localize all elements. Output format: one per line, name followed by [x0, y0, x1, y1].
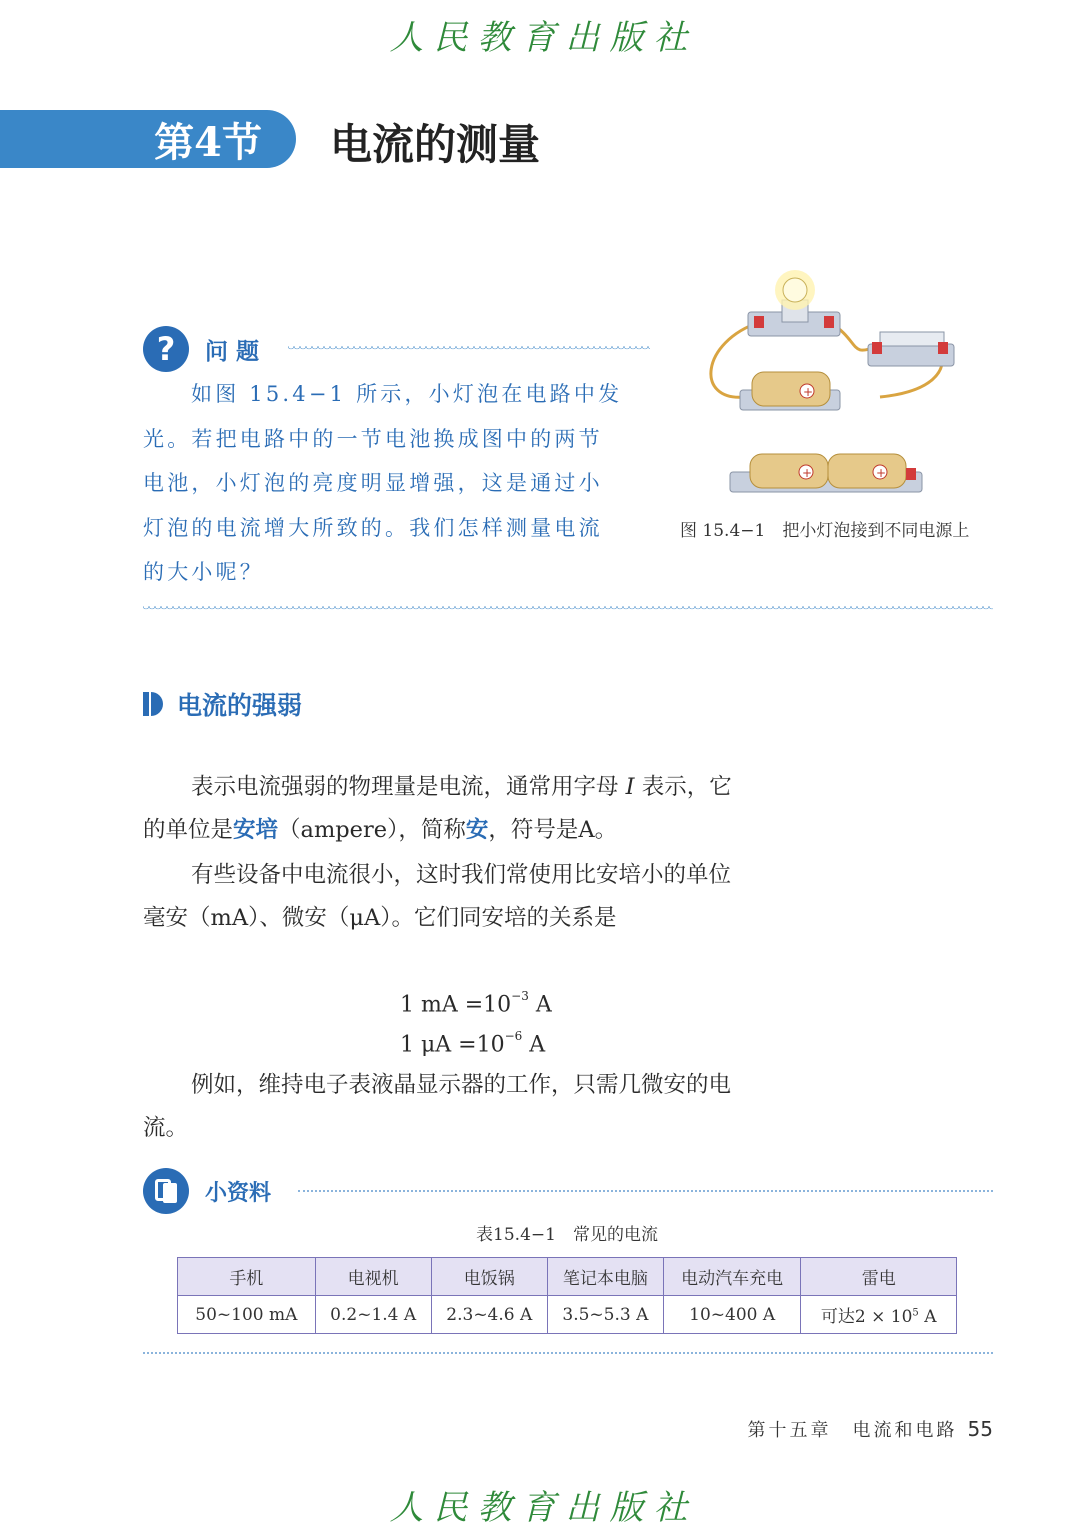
table-header-cell: 雷电 [801, 1258, 957, 1296]
figure-caption: 图 15.4−1 把小灯泡接到不同电源上 [680, 521, 970, 541]
terminal [754, 316, 764, 328]
table-cell: 10~400 A [663, 1296, 800, 1334]
table-caption: 表15.4−1 常见的电流 [476, 1225, 658, 1245]
document-icon [143, 1168, 189, 1214]
formula-text: 1 μA =10 [400, 1032, 505, 1058]
svg-text:+: + [803, 385, 814, 399]
formula-text: 1 mA =10 [400, 992, 512, 1018]
table-cell: 0.2~1.4 A [315, 1296, 431, 1334]
formula-unit: A [522, 1032, 546, 1058]
terminal [906, 468, 916, 480]
table-header-cell: 笔记本电脑 [547, 1258, 663, 1296]
text-span: ，符号是A。 [488, 817, 618, 843]
question-text: 如图 15.4−1 所示，小灯泡在电路中发光。若把电路中的一节电池换成图中的两节电池，小灯泡的亮度明显增强，这是通过小灯泡的电流增大所致的。我们怎样测量电流的大小呢？ [143, 382, 623, 584]
text-span: 表示，它的单位是 [143, 774, 732, 843]
current-table [177, 1257, 957, 1334]
info-box-label: 小资料 [205, 1180, 272, 1206]
table-cell: 2.3~4.6 A [431, 1296, 547, 1334]
svg-text:+: + [876, 466, 887, 480]
paragraph-1 [143, 766, 743, 852]
question-bottom-divider [143, 606, 993, 614]
circuit-figure [700, 262, 990, 502]
table-header-cell: 手机 [178, 1258, 316, 1296]
formula-milliamp [400, 989, 552, 1018]
publisher-header: 人民教育出版社 [389, 18, 698, 58]
svg-text:+: + [802, 466, 813, 480]
section-number-banner: 第4节 [0, 110, 296, 168]
key-term: 安 [465, 817, 489, 843]
formula-exponent: −6 [504, 1029, 523, 1043]
key-term: 安培 [233, 817, 279, 843]
variable-symbol: I [625, 774, 635, 800]
page-number: 55 [967, 1417, 993, 1441]
table-header-cell: 电视机 [315, 1258, 431, 1296]
table-cell: 3.5~5.3 A [547, 1296, 663, 1334]
chapter-label: 第十五章 电流和电路 [747, 1420, 958, 1441]
subsection-title: 电流的强弱 [177, 691, 303, 720]
formula-exponent: −3 [511, 989, 529, 1003]
table-row [178, 1296, 957, 1334]
question-mark-icon: ? [143, 326, 189, 372]
formula-unit: A [528, 992, 552, 1018]
info-box-header [143, 1168, 271, 1214]
light-bulb [783, 278, 807, 302]
battery [752, 372, 830, 406]
battery [828, 454, 906, 488]
question-header [143, 326, 267, 372]
page-title: 电流的测量 [330, 120, 541, 169]
publisher-footer: 人民教育出版社 [389, 1488, 698, 1528]
table-header-cell: 电饭锅 [431, 1258, 547, 1296]
formula-microamp [400, 1029, 546, 1058]
paragraph-2: 有些设备中电流很小，这时我们常使用比安培小的单位毫安（mA）、微安（μA）。它们同安培的关系是 [143, 862, 732, 931]
table-header-cell: 电动汽车充电 [663, 1258, 800, 1296]
battery [750, 454, 828, 488]
cell-exponent: 5 [912, 1307, 919, 1319]
page-footer [748, 1416, 993, 1442]
heading-marker-icon [143, 692, 163, 716]
terminal [824, 316, 834, 328]
info-top-divider [298, 1190, 993, 1192]
terminal [872, 342, 882, 354]
cell-text: 可达2 × 10 [820, 1307, 913, 1327]
terminal [938, 342, 948, 354]
table-cell-lightning [801, 1296, 957, 1334]
question-label: 问题 [205, 338, 267, 365]
text-span: 表示电流强弱的物理量是电流，通常用字母 [191, 774, 626, 800]
text-span: （ampere），简称 [278, 817, 466, 843]
question-wavy-divider [288, 346, 650, 354]
switch-body [880, 332, 944, 346]
cell-unit: A [918, 1307, 937, 1327]
info-bottom-divider [143, 1352, 993, 1354]
subsection-heading [143, 686, 302, 722]
table-cell: 50~100 mA [178, 1296, 316, 1334]
table-header-row [178, 1258, 957, 1296]
paragraph-3: 例如，维持电子表液晶显示器的工作，只需几微安的电流。 [143, 1072, 732, 1141]
